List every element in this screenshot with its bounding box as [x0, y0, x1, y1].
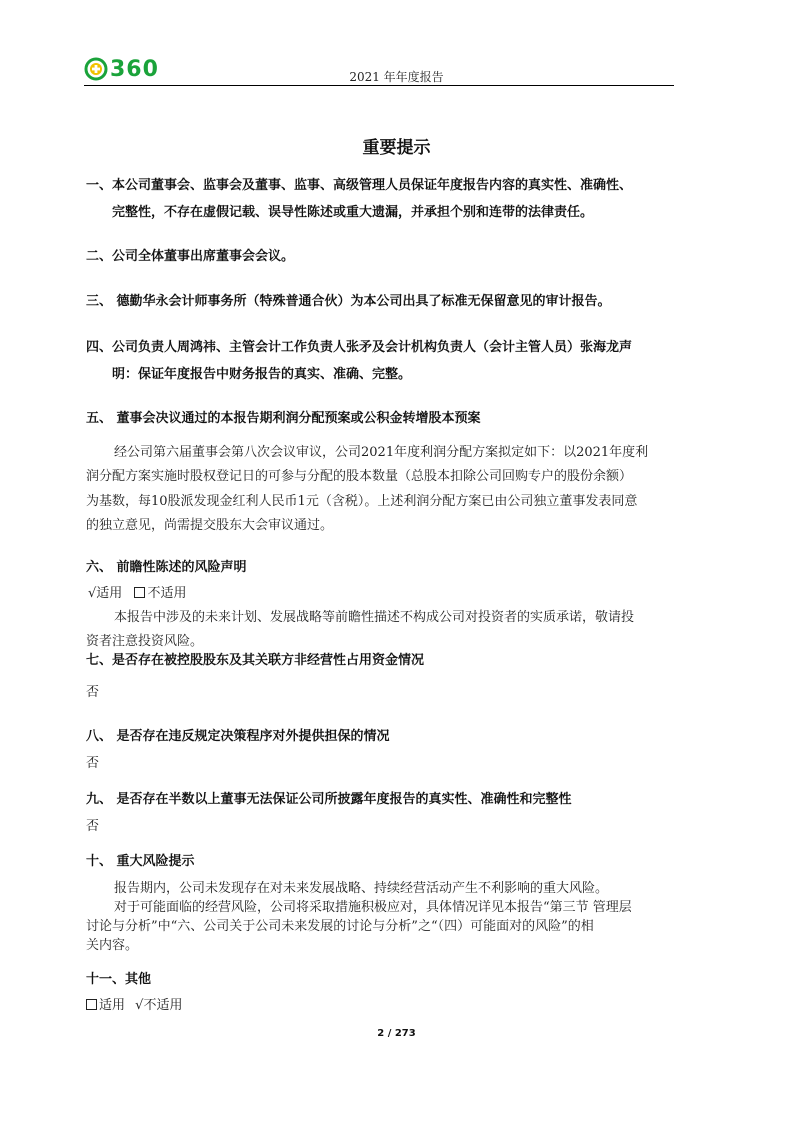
unchecked-box-icon — [86, 999, 97, 1010]
item-6-applicable-option: √适用 — [88, 586, 123, 601]
item-1-line-2: 完整性，不存在虚假记载、误导性陈述或重大遗漏，并承担个别和连带的法律责任。 — [112, 205, 594, 220]
item-11-not-applicable-option: √不适用 — [135, 998, 183, 1013]
item-6-para-line-1: 本报告中涉及的未来计划、发展战略等前瞻性描述不构成公司对投资者的实质承诺，敬请投 — [114, 610, 635, 625]
item-2: 二、公司全体董事出席董事会会议。 — [86, 249, 295, 264]
item-10-para-2-line-1: 对于可能面临的经营风险，公司将采取措施积极应对，具体情况详见本报告“第三节 管理层 — [114, 900, 632, 915]
item-8-answer: 否 — [86, 756, 100, 771]
header-divider — [84, 85, 674, 86]
page-heading: 重要提示 — [362, 138, 431, 158]
item-7-title: 七、是否存在被控股股东及其关联方非经营性占用资金情况 — [86, 653, 425, 668]
report-header-title: 2021 年年度报告 — [349, 70, 444, 84]
item-11-applicable-option: 适用 — [99, 998, 126, 1013]
logo-text: 360 — [110, 56, 159, 82]
unchecked-box-icon — [134, 587, 145, 598]
item-11-options — [86, 994, 182, 1017]
item-1-line-1: 一、本公司董事会、监事会及董事、监事、高级管理人员保证年度报告内容的真实性、准确性、 — [86, 178, 633, 193]
item-4-line-2: 明：保证年度报告中财务报告的真实、准确、完整。 — [112, 367, 412, 382]
item-5-para-line-2: 润分配方案实施时股权登记日的可参与分配的股本数量（总股本扣除公司回购专户的股份余额） — [86, 469, 633, 484]
page-number: 2 / 273 — [377, 1028, 416, 1039]
item-10-para-2-line-2: 讨论与分析”中“六、公司关于公司未来发展的讨论与分析”之“（四）可能面对的风险”的相 — [86, 919, 594, 934]
item-9-title: 九、 是否存在半数以上董事无法保证公司所披露年度报告的真实性、准确性和完整性 — [86, 792, 572, 807]
item-8-title: 八、 是否存在违反规定决策程序对外提供担保的情况 — [86, 729, 390, 744]
item-6-options — [88, 582, 186, 605]
item-5-para-line-3: 为基数，每10股派发现金红利人民币1元（含税）。上述利润分配方案已由公司独立董事发表同意 — [86, 494, 638, 509]
item-7-answer: 否 — [86, 685, 100, 700]
item-4-line-1: 四、公司负责人周鸿祎、主管会计工作负责人张矛及会计机构负责人（会计主管人员）张海龙声 — [86, 340, 633, 355]
item-5-para-line-1: 经公司第六届董事会第八次会议审议，公司2021年度利润分配方案拟定如下：以2021年度利 — [114, 445, 649, 460]
item-5-para-line-4: 的独立意见，尚需提交股东大会审议通过。 — [86, 518, 334, 533]
item-10-para-1: 报告期内，公司未发现存在对未来发展战略、持续经营活动产生不利影响的重大风险。 — [114, 881, 609, 896]
item-6-title: 六、 前瞻性陈述的风险声明 — [86, 560, 247, 575]
item-3: 三、 德勤华永会计师事务所（特殊普通合伙）为本公司出具了标准无保留意见的审计报告。 — [86, 294, 611, 309]
item-6-not-applicable-option: 不适用 — [147, 586, 187, 601]
item-6-para-line-2: 资者注意投资风险。 — [86, 634, 204, 649]
item-10-title: 十、 重大风险提示 — [86, 854, 195, 869]
item-11-title: 十一、其他 — [86, 972, 152, 987]
item-5-title: 五、 董事会决议通过的本报告期利润分配预案或公积金转增股本预案 — [86, 411, 481, 426]
item-10-para-2-line-3: 关内容。 — [86, 938, 139, 953]
item-9-answer: 否 — [86, 819, 100, 834]
